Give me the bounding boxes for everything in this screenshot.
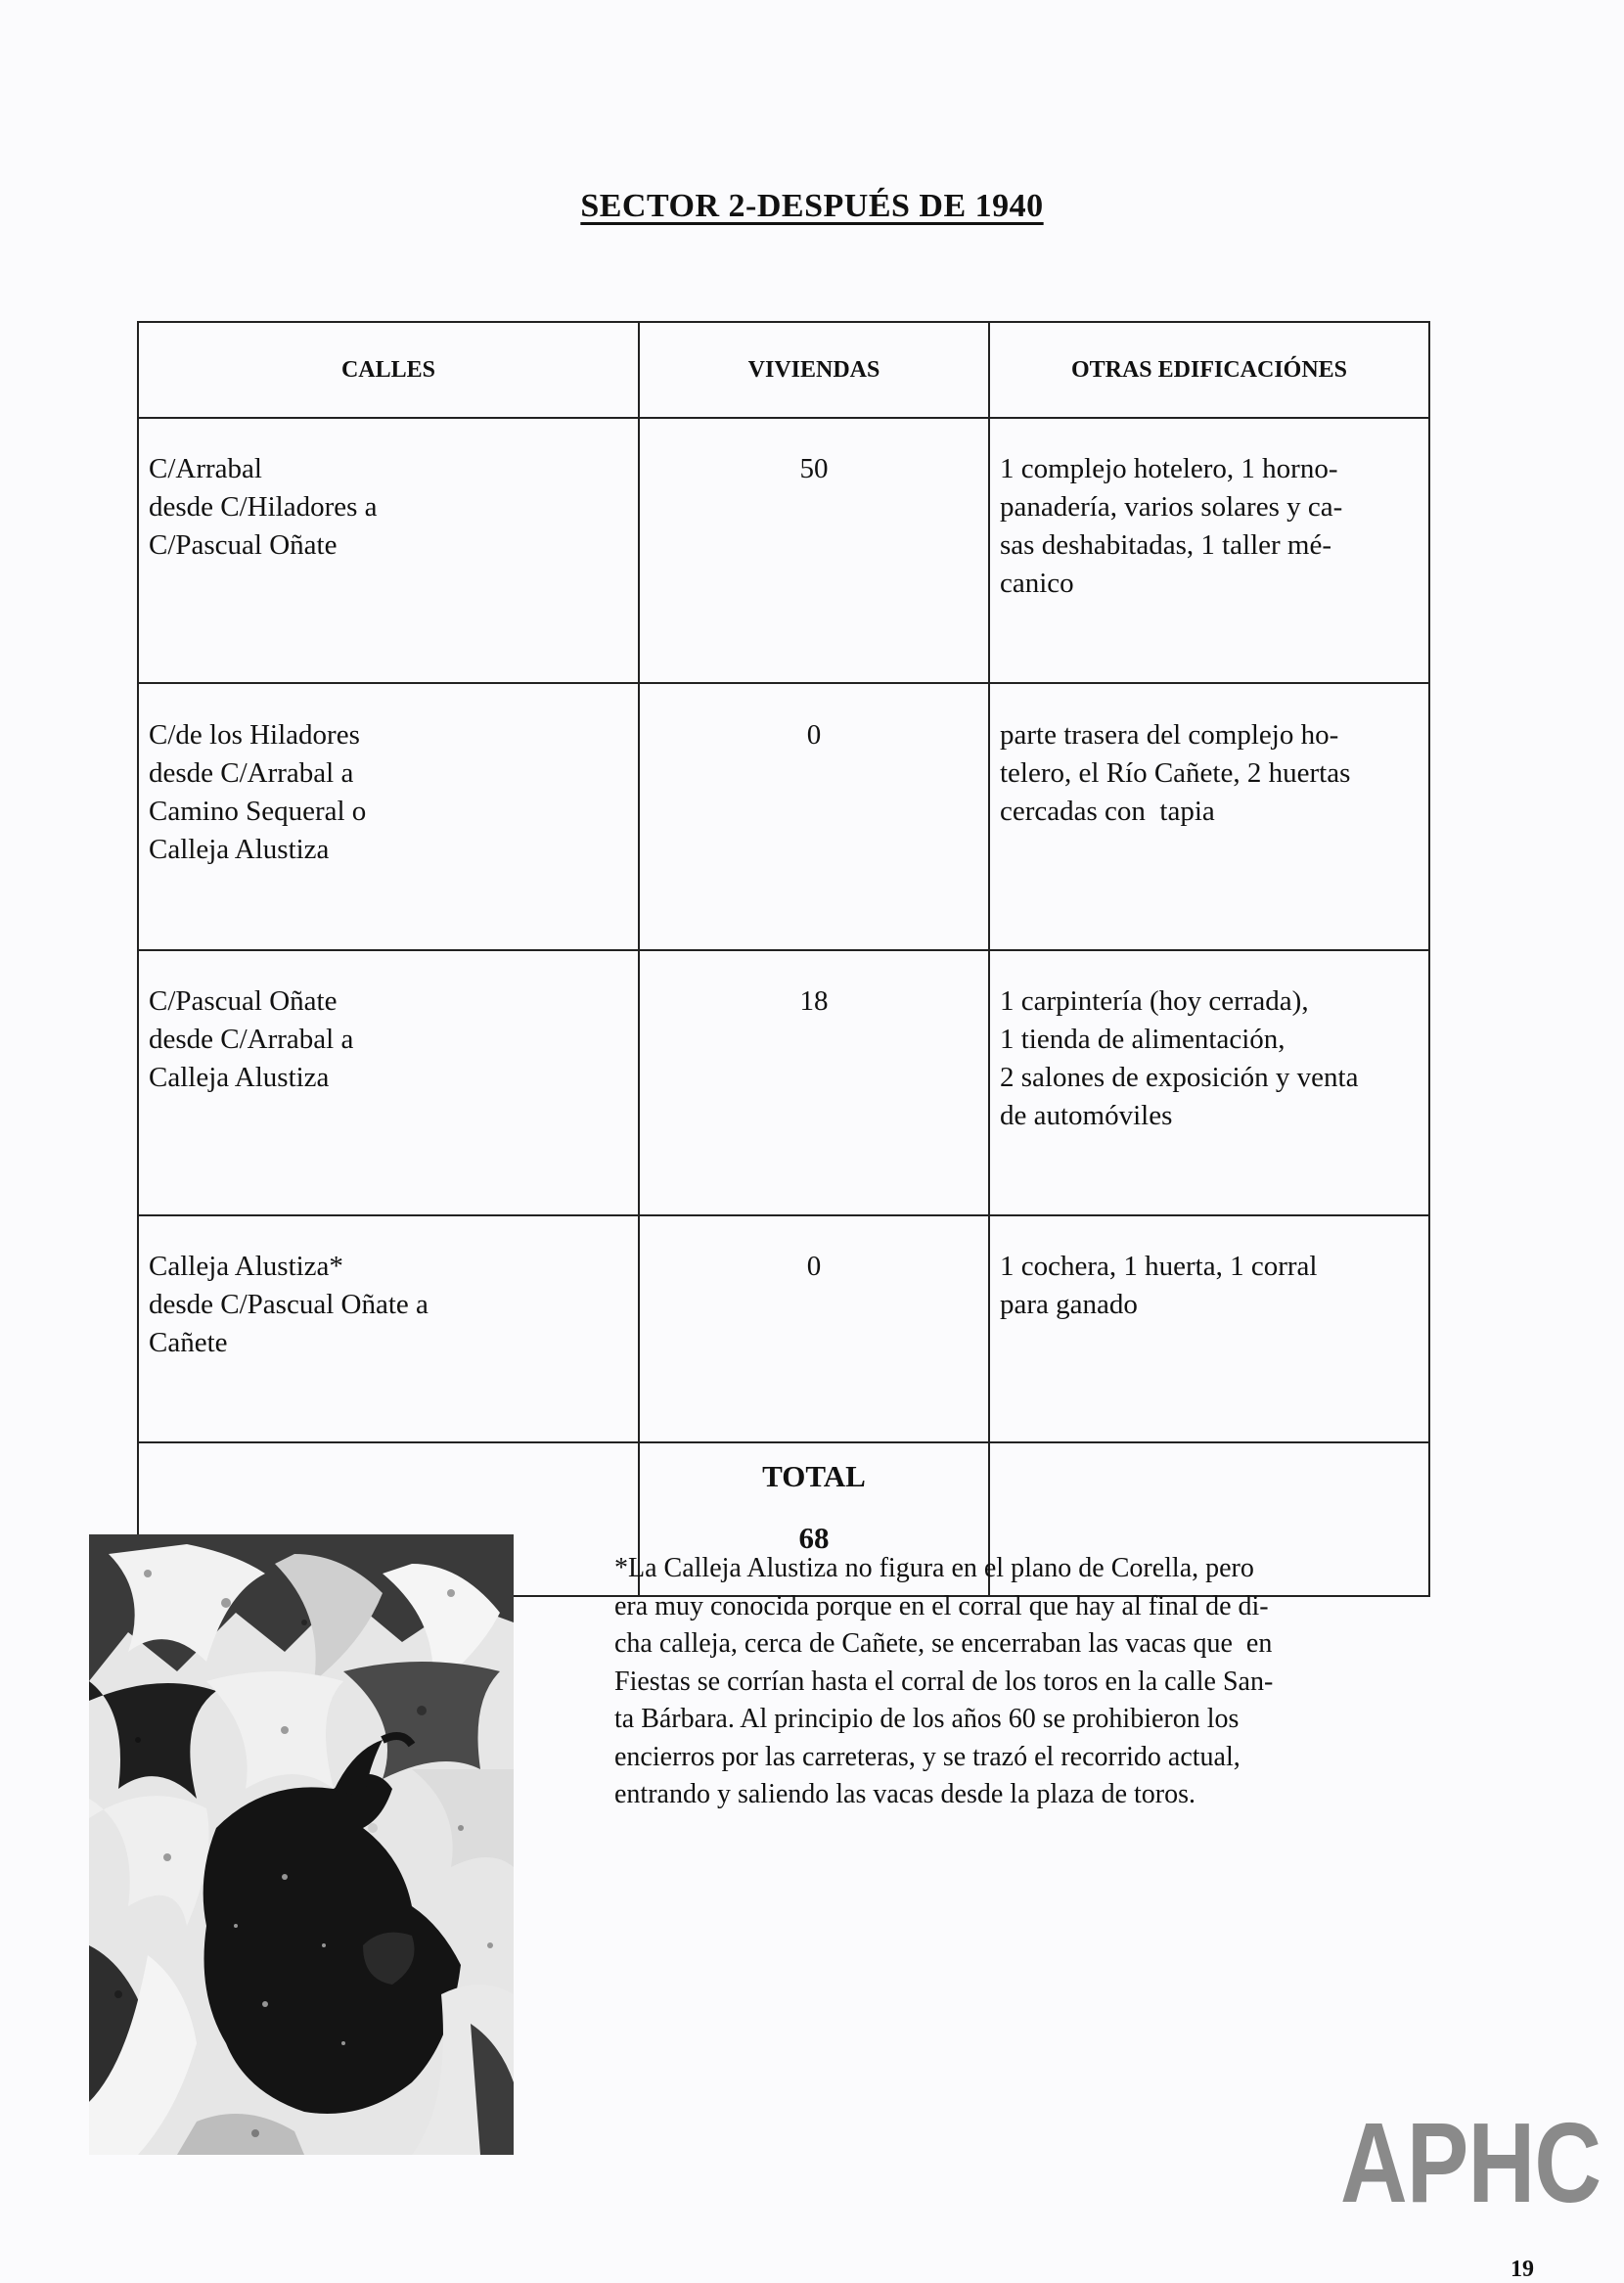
cell-viviendas: 0 <box>639 683 989 950</box>
table-row <box>138 683 1429 950</box>
cell-otras <box>989 683 1429 950</box>
cell-otras <box>989 1215 1429 1442</box>
cell-viviendas: 0 <box>639 1215 989 1442</box>
cell-line: 1 carpintería (hoy cerrada), <box>1000 985 1309 1017</box>
cell-line: 1 complejo hotelero, 1 horno- <box>1000 453 1338 484</box>
cell-otras <box>989 418 1429 683</box>
cell-line: 1 cochera, 1 huerta, 1 corral <box>1000 1251 1318 1282</box>
cell-line: telero, el Río Cañete, 2 huertas <box>1000 757 1351 789</box>
cell-line: Calleja Alustiza <box>149 834 330 865</box>
table-header-row <box>138 322 1429 418</box>
cell-calle <box>138 683 639 950</box>
cell-calle <box>138 418 639 683</box>
cell-line: sas deshabitadas, 1 taller mé- <box>1000 529 1332 561</box>
header-calles: CALLES <box>138 322 639 418</box>
cell-line: Calleja Alustiza* <box>149 1251 343 1282</box>
footnote-line: era muy conocida porque en el corral que hay al final de di- <box>614 1590 1269 1621</box>
page-title: SECTOR 2-DESPUÉS DE 1940 <box>580 188 1044 224</box>
cell-line: cercadas con tapia <box>1000 796 1215 827</box>
cell-line: Cañete <box>149 1327 228 1358</box>
header-viviendas: VIVIENDAS <box>639 322 989 418</box>
sector-table <box>137 321 1430 1597</box>
table-row <box>138 950 1429 1215</box>
cell-line: 2 salones de exposición y venta <box>1000 1062 1359 1093</box>
cell-line: parte trasera del complejo ho- <box>1000 719 1339 751</box>
cell-line: 1 tienda de alimentación, <box>1000 1024 1286 1055</box>
cell-line: C/Pascual Oñate <box>149 529 338 561</box>
cell-calle <box>138 950 639 1215</box>
cell-line: panadería, varios solares y ca- <box>1000 491 1343 523</box>
cell-otras <box>989 950 1429 1215</box>
cell-line: desde C/Hiladores a <box>149 491 378 523</box>
header-otras-edificaciones: OTRAS EDIFICACIÓNES <box>989 322 1429 418</box>
cell-line: para ganado <box>1000 1289 1138 1320</box>
footnote-line: ta Bárbara. Al principio de los años 60 se prohibieron los <box>614 1704 1240 1734</box>
cell-line: desde C/Arrabal a <box>149 1024 354 1055</box>
footnote-line: Fiestas se corrían hasta el corral de los toros en la calle San- <box>614 1666 1274 1697</box>
cell-viviendas: 50 <box>639 418 989 683</box>
footnote-line: entrando y saliendo las vacas desde la plaza de toros. <box>614 1779 1196 1809</box>
table-row <box>138 418 1429 683</box>
cell-line: Camino Sequeral o <box>149 796 367 827</box>
cell-line: desde C/Arrabal a <box>149 757 354 789</box>
cell-line: Calleja Alustiza <box>149 1062 330 1093</box>
footnote-line: cha calleja, cerca de Cañete, se encerraban las vacas que en <box>614 1628 1273 1659</box>
cell-line: canico <box>1000 568 1074 599</box>
total-value: 68 <box>798 1521 830 1555</box>
total-label: TOTAL <box>762 1459 866 1493</box>
cell-viviendas: 18 <box>639 950 989 1215</box>
cell-line: desde C/Pascual Oñate a <box>149 1289 429 1320</box>
cell-line: de automóviles <box>1000 1100 1173 1131</box>
footnote-line: encierros por las carreteras, y se trazó el recorrido actual, <box>614 1741 1241 1772</box>
cell-calle <box>138 1215 639 1442</box>
bull-run-photo <box>89 1534 514 2155</box>
footnote <box>614 1550 1405 1814</box>
cell-line: C/de los Hiladores <box>149 719 360 751</box>
table-row <box>138 1215 1429 1442</box>
footnote-line: *La Calleja Alustiza no figura en el plano de Corella, pero <box>614 1553 1254 1583</box>
page-number: 19 <box>1511 2257 1534 2282</box>
cell-line: C/Pascual Oñate <box>149 985 338 1017</box>
cell-line: C/Arrabal <box>149 453 262 484</box>
aphc-logo: APHC <box>1340 2099 1601 2226</box>
